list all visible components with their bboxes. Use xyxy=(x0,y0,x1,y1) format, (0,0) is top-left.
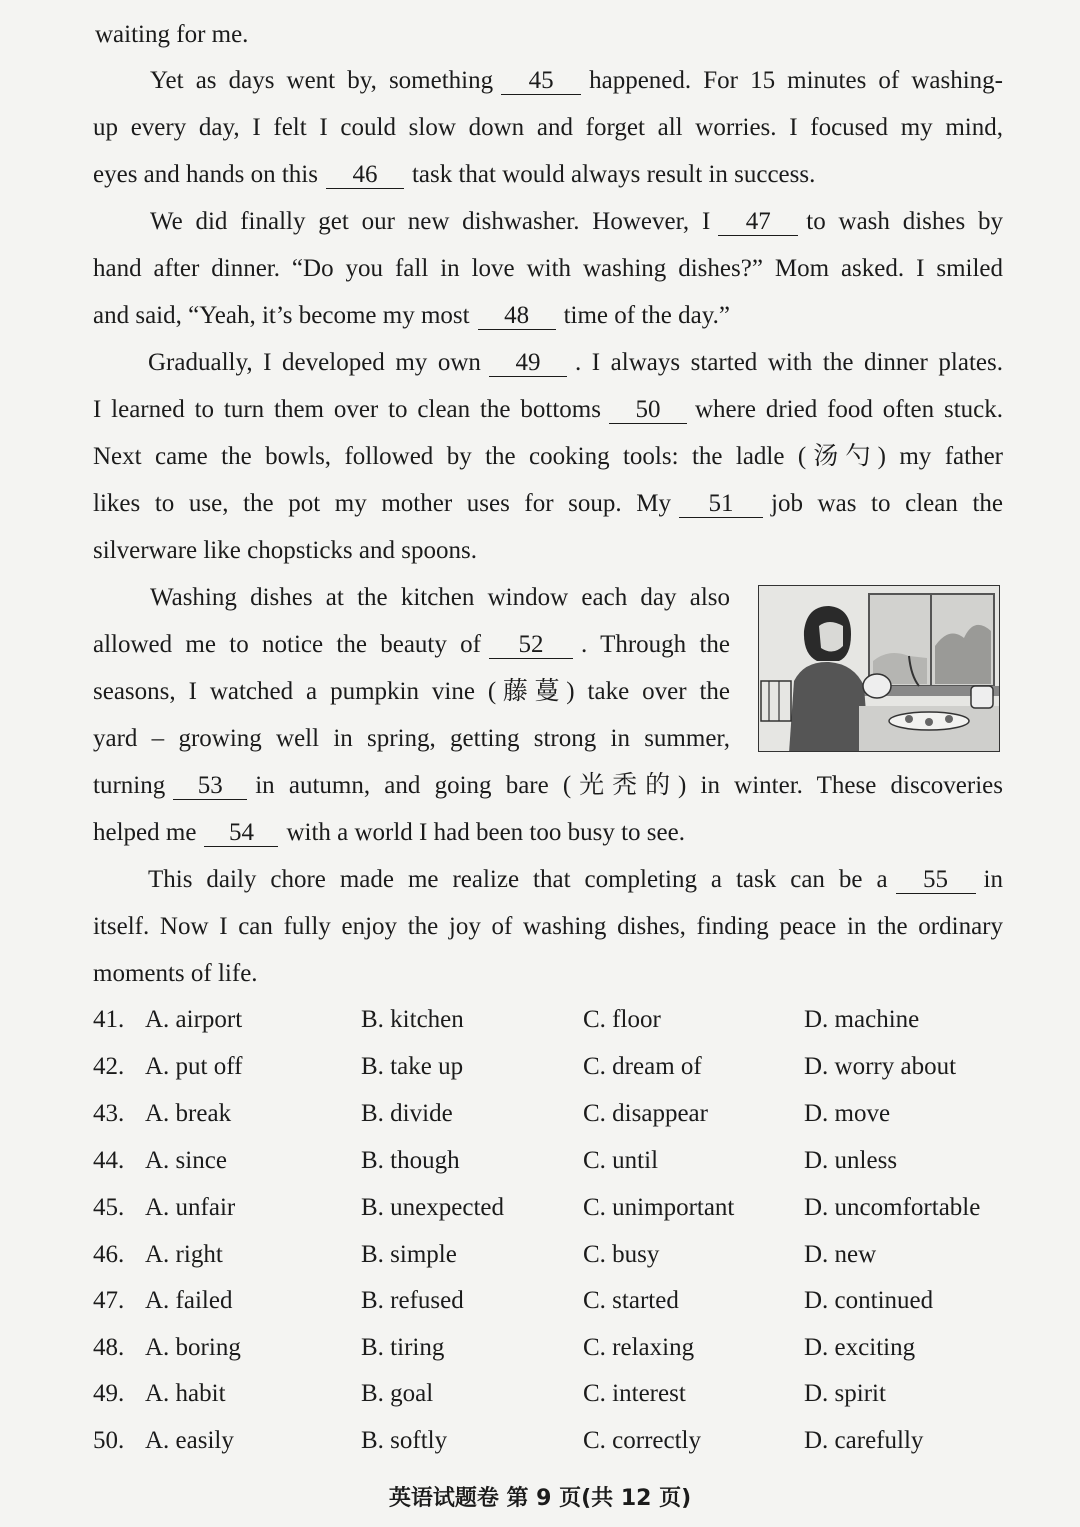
option-a[interactable]: A. put off xyxy=(145,1053,243,1080)
option-b[interactable]: B. tiring xyxy=(361,1334,445,1361)
option-d[interactable]: D. machine xyxy=(804,1006,920,1033)
option-a[interactable]: A. right xyxy=(145,1241,223,1268)
option-d[interactable]: D. worry about xyxy=(804,1053,957,1080)
option-c[interactable]: C. interest xyxy=(583,1380,686,1407)
blank-50[interactable]: 50 xyxy=(609,397,687,424)
option-row-42 xyxy=(93,1050,1023,1084)
question-number: 44. xyxy=(93,1147,125,1174)
blank-49[interactable]: 49 xyxy=(489,350,567,377)
passage-line-8: Gradually, I developed my own 49 . I always started with the dinner plates. xyxy=(148,349,1003,376)
question-number: 43. xyxy=(93,1100,125,1127)
passage-line-18: helped me 54 with a world I had been too busy to see. xyxy=(93,819,685,846)
option-a[interactable]: A. since xyxy=(145,1147,227,1174)
question-number: 48. xyxy=(93,1334,125,1361)
option-row-45 xyxy=(93,1191,1023,1225)
illustration-washing-dishes xyxy=(758,585,1000,752)
option-row-44 xyxy=(93,1144,1023,1178)
blank-51[interactable]: 51 xyxy=(679,491,763,518)
question-number: 49. xyxy=(93,1380,125,1407)
blank-54[interactable]: 54 xyxy=(204,820,278,847)
question-number: 41. xyxy=(93,1006,125,1033)
passage-line-20: itself. Now I can fully enjoy the joy of washing dishes, finding peace in the ordinary xyxy=(93,913,1003,940)
option-row-41 xyxy=(93,1003,1023,1037)
passage-line-16: yard – growing well in spring, getting strong in summer, xyxy=(93,725,730,752)
passage-line-12: silverware like chopsticks and spoons. xyxy=(93,537,477,564)
blank-53[interactable]: 53 xyxy=(173,773,247,800)
option-d[interactable]: D. unless xyxy=(804,1147,898,1174)
passage-line-9: I learned to turn them over to clean the bottoms 50 where dried food often stuck. xyxy=(93,396,1003,423)
blank-46[interactable]: 46 xyxy=(326,162,404,189)
option-row-47 xyxy=(93,1284,1023,1318)
option-c[interactable]: C. dream of xyxy=(583,1053,702,1080)
option-d[interactable]: D. spirit xyxy=(804,1380,886,1407)
option-c[interactable]: C. busy xyxy=(583,1241,660,1268)
passage-line-1: waiting for me. xyxy=(95,21,249,48)
passage-line-17: turning 53 in autumn, and going bare (光秃的) in winter. These discoveries xyxy=(93,772,1003,799)
option-b[interactable]: B. unexpected xyxy=(361,1194,505,1221)
passage-line-5: We did finally get our new dishwasher. However, I 47 to wash dishes by xyxy=(150,208,1003,235)
passage-line-15: seasons, I watched a pumpkin vine (藤蔓) take over the xyxy=(93,678,730,705)
question-number: 50. xyxy=(93,1427,125,1454)
option-a[interactable]: A. failed xyxy=(145,1287,233,1314)
passage-line-2: Yet as days went by, something 45 happened. For 15 minutes of washing- xyxy=(150,67,1003,94)
option-c[interactable]: C. unimportant xyxy=(583,1194,735,1221)
passage-line-11: likes to use, the pot my mother uses for soup. My 51 job was to clean the xyxy=(93,490,1003,517)
option-d[interactable]: D. new xyxy=(804,1241,877,1268)
option-b[interactable]: B. take up xyxy=(361,1053,464,1080)
option-row-43 xyxy=(93,1097,1023,1131)
passage-line-7: and said, “Yeah, it’s become my most 48 time of the day.” xyxy=(93,302,730,329)
option-c[interactable]: C. started xyxy=(583,1287,679,1314)
passage-line-10: Next came the bowls, followed by the cooking tools: the ladle (汤勺) my father xyxy=(93,443,1003,470)
option-c[interactable]: C. floor xyxy=(583,1006,661,1033)
option-c[interactable]: C. correctly xyxy=(583,1427,702,1454)
option-c[interactable]: C. relaxing xyxy=(583,1334,695,1361)
question-number: 45. xyxy=(93,1194,125,1221)
option-b[interactable]: B. kitchen xyxy=(361,1006,464,1033)
option-d[interactable]: D. move xyxy=(804,1100,891,1127)
option-d[interactable]: D. uncomfortable xyxy=(804,1194,981,1221)
passage-line-14: allowed me to notice the beauty of 52 . Through the xyxy=(93,631,730,658)
option-c[interactable]: C. disappear xyxy=(583,1100,708,1127)
blank-48[interactable]: 48 xyxy=(478,303,556,330)
question-number: 47. xyxy=(93,1287,125,1314)
option-row-48 xyxy=(93,1331,1023,1365)
option-a[interactable]: A. break xyxy=(145,1100,232,1127)
option-d[interactable]: D. carefully xyxy=(804,1427,924,1454)
option-b[interactable]: B. refused xyxy=(361,1287,464,1314)
question-number: 46. xyxy=(93,1241,125,1268)
passage-line-13: Washing dishes at the kitchen window each day also xyxy=(150,584,730,611)
option-a[interactable]: A. airport xyxy=(145,1006,243,1033)
option-b[interactable]: B. goal xyxy=(361,1380,434,1407)
blank-47[interactable]: 47 xyxy=(718,209,798,236)
option-c[interactable]: C. until xyxy=(583,1147,659,1174)
option-b[interactable]: B. simple xyxy=(361,1241,457,1268)
blank-52[interactable]: 52 xyxy=(489,632,573,659)
option-a[interactable]: A. easily xyxy=(145,1427,234,1454)
option-row-46 xyxy=(93,1238,1023,1272)
blank-55[interactable]: 55 xyxy=(896,867,976,894)
passage-line-19: This daily chore made me realize that completing a task can be a 55 in xyxy=(148,866,1003,893)
passage-line-21: moments of life. xyxy=(93,960,258,987)
page-footer: 英语试题卷 第 9 页(共 12 页) xyxy=(388,1486,692,1511)
passage-line-4: eyes and hands on this 46 task that would always result in success. xyxy=(93,161,816,188)
option-b[interactable]: B. divide xyxy=(361,1100,453,1127)
option-a[interactable]: A. unfair xyxy=(145,1194,236,1221)
option-row-50 xyxy=(93,1424,1023,1458)
option-d[interactable]: D. continued xyxy=(804,1287,934,1314)
option-b[interactable]: B. though xyxy=(361,1147,460,1174)
option-d[interactable]: D. exciting xyxy=(804,1334,916,1361)
question-number: 42. xyxy=(93,1053,125,1080)
option-a[interactable]: A. habit xyxy=(145,1380,226,1407)
blank-45[interactable]: 45 xyxy=(501,68,581,95)
option-row-49 xyxy=(93,1377,1023,1411)
washing-dishes-drawing xyxy=(759,586,1000,752)
passage-line-3: up every day, I felt I could slow down and forget all worries. I focused my mind, xyxy=(93,114,1003,141)
option-a[interactable]: A. boring xyxy=(145,1334,241,1361)
option-b[interactable]: B. softly xyxy=(361,1427,448,1454)
passage-line-6: hand after dinner. “Do you fall in love with washing dishes?” Mom asked. I smiled xyxy=(93,255,1003,282)
